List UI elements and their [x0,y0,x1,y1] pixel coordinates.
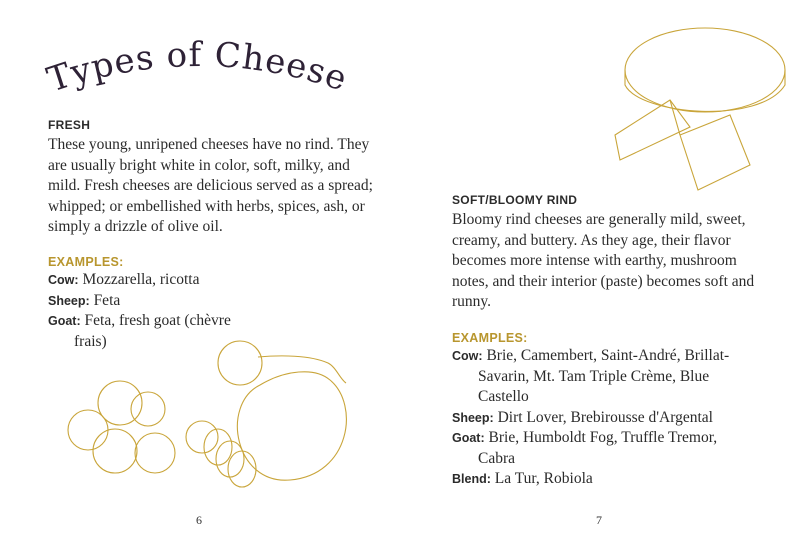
example-key: Goat: [452,431,485,445]
example-key: Blend: [452,472,491,486]
bloomy-examples-list [452,346,752,490]
example-key: Cow: [452,349,483,363]
example-cow [48,270,248,291]
example-key: Goat: [48,314,81,328]
example-blend [452,469,752,490]
bloomy-description: Bloomy rind cheeses are generally mild, sweet, creamy, and buttery. As they age, their flavor becomes more intense with earthy, mushroom notes, and their interior (paste) becomes soft and runny. [452,211,755,310]
example-value: Feta [93,291,121,309]
example-value: Dirt Lover, Brebirousse d'Argental [497,408,713,426]
example-value: Brie, Humboldt Fog, Truffle Tremor, Cabra [478,429,718,467]
wheel-of-brie-illustration [610,15,790,195]
example-goat [452,428,752,469]
example-key: Sheep: [48,293,90,308]
example-sheep [48,291,248,312]
bloomy-examples-heading: EXAMPLES: [452,331,528,345]
bloomy-heading: SOFT/BLOOMY RIND [452,193,578,207]
example-sheep [452,408,752,429]
page-number: 6 [196,513,202,527]
mozzarella-balls-illustration [60,335,370,490]
page-number: 7 [596,513,602,527]
fresh-examples-heading: EXAMPLES: [48,255,124,269]
example-key: Sheep: [452,410,494,425]
example-cow [452,346,752,408]
example-value: Mozzarella, ricotta [82,271,200,288]
example-key: Cow: [48,273,79,287]
svg-text:Types of Cheese [42,35,352,100]
fresh-description: These young, unripened cheeses have no rind. They are usually bright white in color, soft, milky, and mild. Fresh cheeses are delicious served as a spread; whipped; or embellished with herbs, spices, ash, or simply a drizzle of olive oil. [48,136,373,235]
fresh-heading: FRESH [48,118,91,132]
right-page [400,0,800,551]
example-value: La Tur, Robiola [494,470,593,487]
example-value: Brie, Camembert, Saint-André, Brillat-Savarin, Mt. Tam Triple Crème, Blue Castello [478,347,730,405]
page-title-text: Types of Cheese [42,34,353,100]
example-value: Feta, fresh goat (chèvre frais) [74,312,231,350]
page-title [40,30,360,100]
